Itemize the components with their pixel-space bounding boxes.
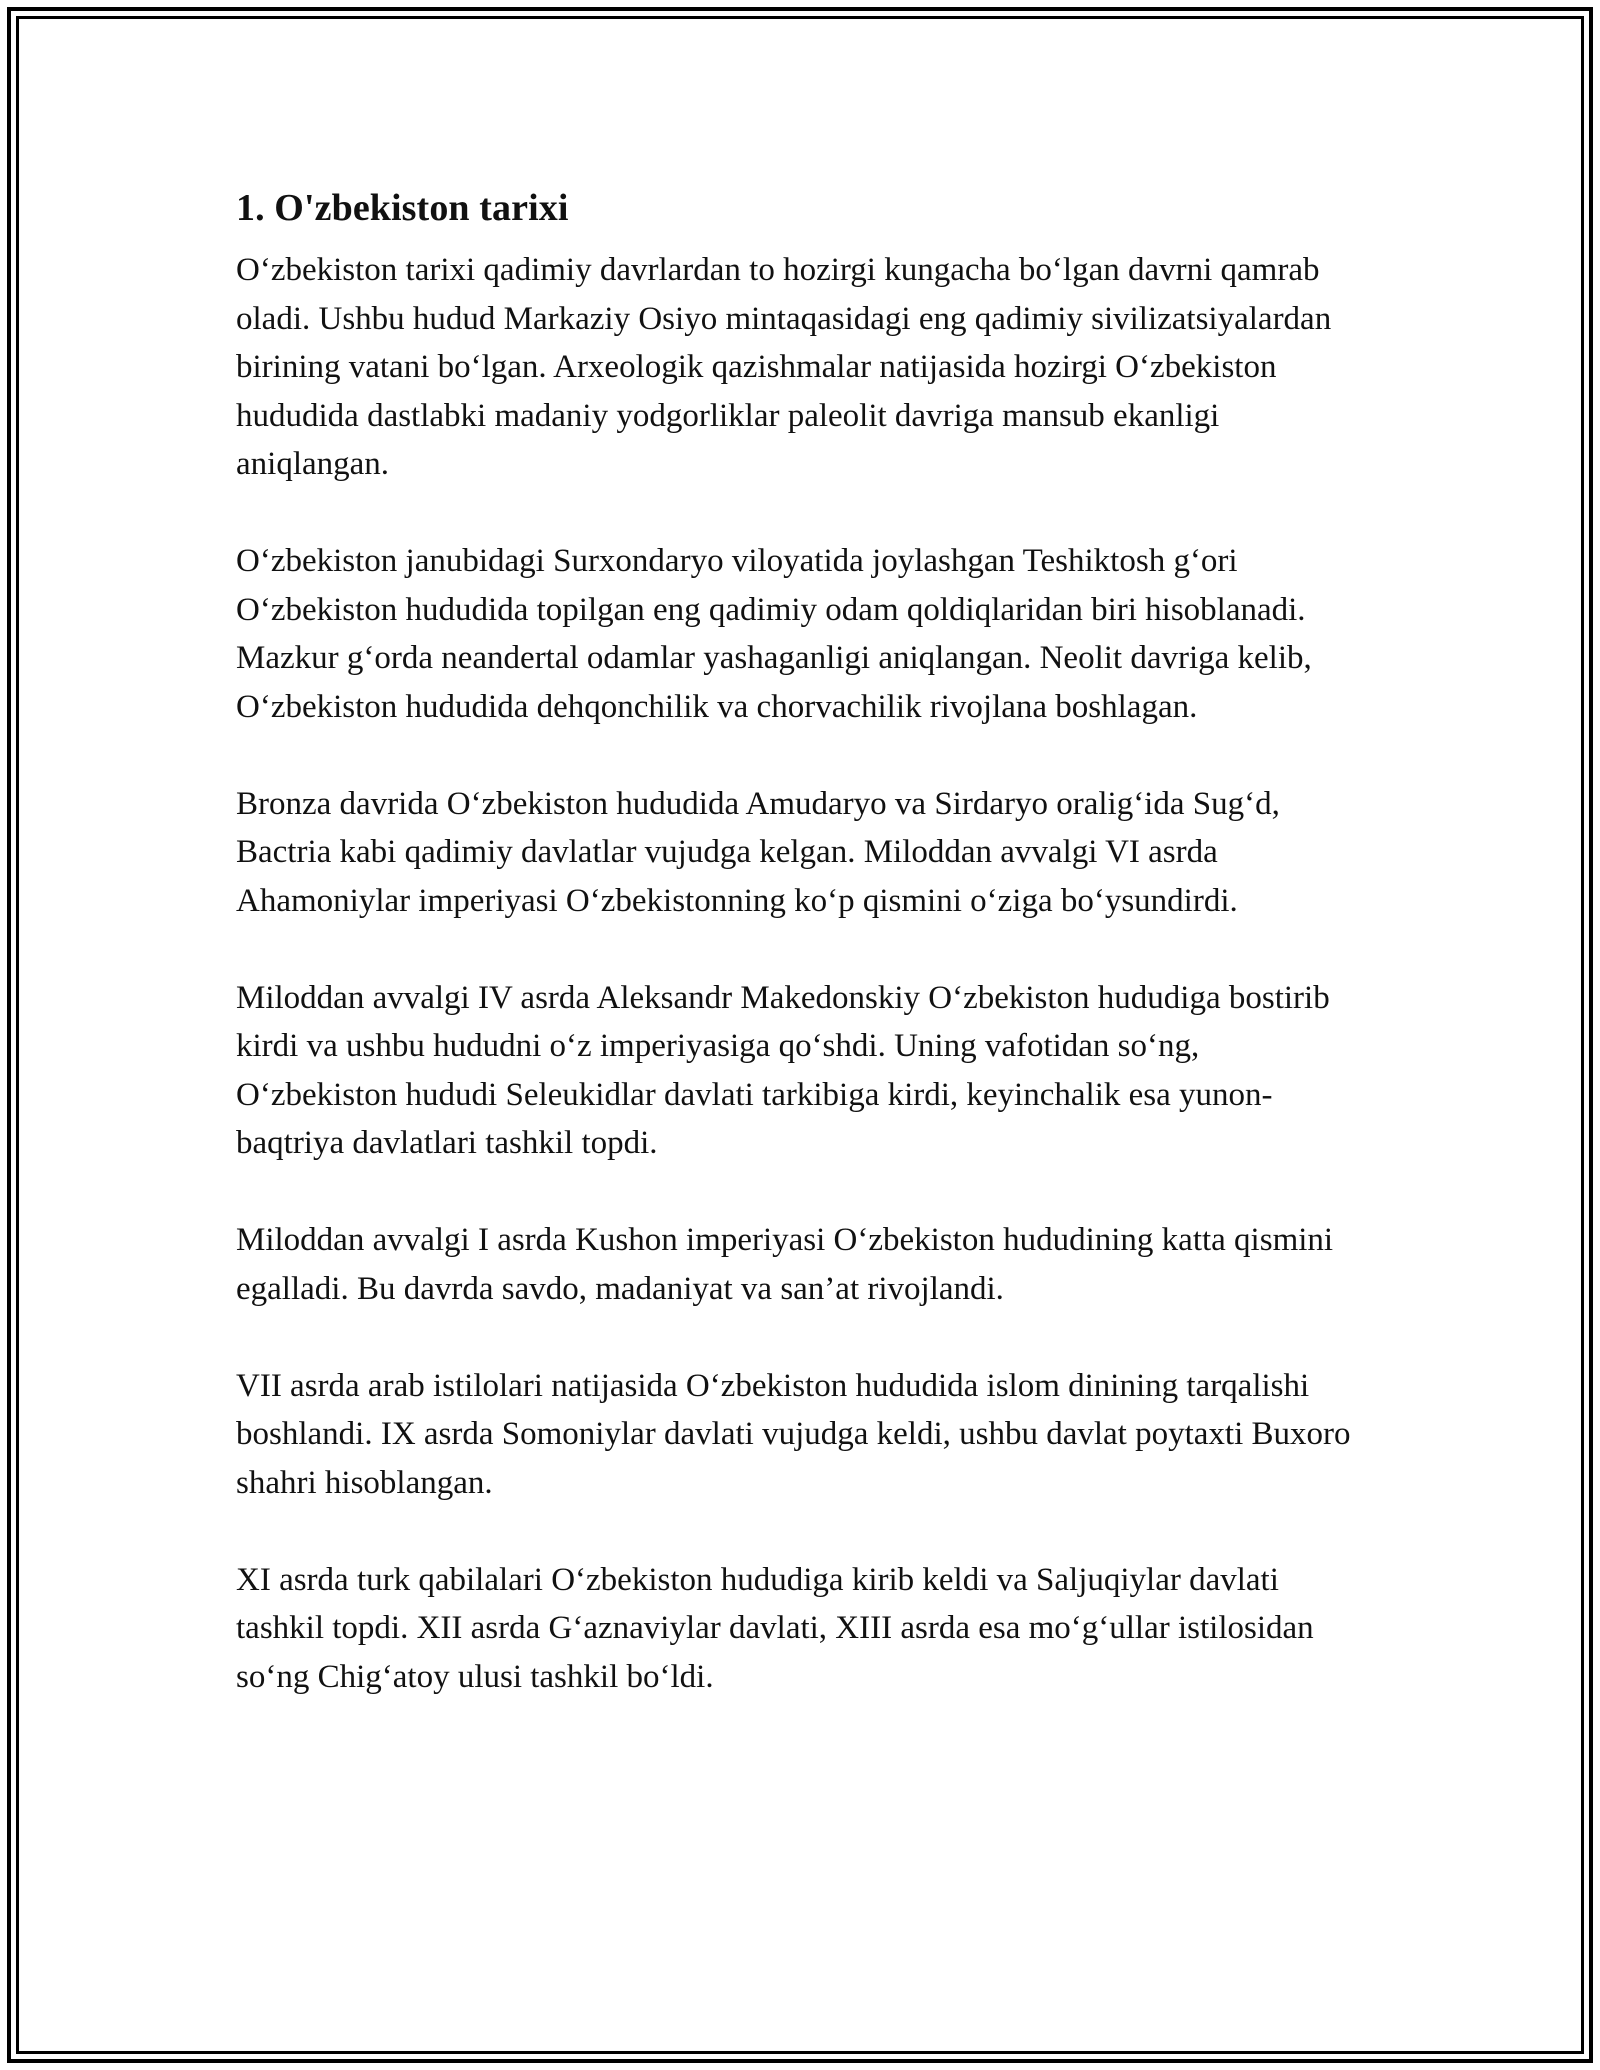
paragraph-arab-conquest: VII asrda arab istilolari natijasida O‘zbekiston hududida islom dinining tarqalishi boshlandi. IX asrda Somoniylar davlati vujudga keldi, ushbu davlat poytaxti Buxoro shahri hisoblangan. [236, 1367, 1351, 1501]
paragraph-teshiktosh: O‘zbekiston janubidagi Surxondaryo viloyatida joylashgan Teshiktosh g‘ori O‘zbekiston hududida topilgan eng qadimiy odam qoldiqlaridan biri hisoblanadi. Mazkur g‘orda neandertal odamlar yashaganligi aniqlangan. Neolit davriga kelib, O‘zbekiston hududida dehqonchilik va chorvachilik rivojlana boshlagan. [236, 543, 1312, 725]
document-body [236, 186, 1366, 1750]
paragraph-seljuks: XI asrda turk qabilalari O‘zbekiston hududiga kirib keldi va Saljuqiylar davlati tashkil topdi. XII asrda G‘aznaviylar davlati, XIII asrda esa mo‘g‘ullar istilosidan so‘ng Chig‘atoy ulusi tashkil bo‘ldi. [236, 1561, 1314, 1695]
paragraph-bronze-age: Bronza davrida O‘zbekiston hududida Amudaryo va Sirdaryo oralig‘ida Sug‘d, Bactria kabi qadimiy davlatlar vujudga kelgan. Miloddan avvalgi VI asrda Ahamoniylar imperiyasi O‘zbekistonning ko‘p qismini o‘ziga bo‘ysundirdi. [236, 785, 1280, 919]
paragraph-list [236, 246, 1366, 1701]
document-title: 1. O'zbekiston tarixi [236, 187, 569, 229]
paragraph-prehistory: O‘zbekiston tarixi qadimiy davrlardan to hozirgi kungacha bo‘lgan davrni qamrab oladi. Ushbu hudud Markaziy Osiyo mintaqasidagi eng qadimiy sivilizatsiyalardan birining vatani bo‘lgan. Arxeologik qazishmalar natijasida hozirgi O‘zbekiston hududida dastlabki madaniy yodgorliklar paleolit davriga mansub ekanligi aniqlangan. [236, 252, 1332, 482]
paragraph-kushan: Miloddan avvalgi I asrda Kushon imperiyasi O‘zbekiston hududining katta qismini egalladi. Bu davrda savdo, madaniyat va san’at rivojlandi. [236, 1222, 1334, 1307]
paragraph-alexander: Miloddan avvalgi IV asrda Aleksandr Makedonskiy O‘zbekiston hududiga bostirib kirdi va ushbu hududni o‘z imperiyasiga qo‘shdi. Uning vafotidan so‘ng, O‘zbekiston hududi Seleukidlar davlati tarkibiga kirdi, keyinchalik esa yunon-baqtriya davlatlari tashkil topdi. [236, 979, 1330, 1161]
